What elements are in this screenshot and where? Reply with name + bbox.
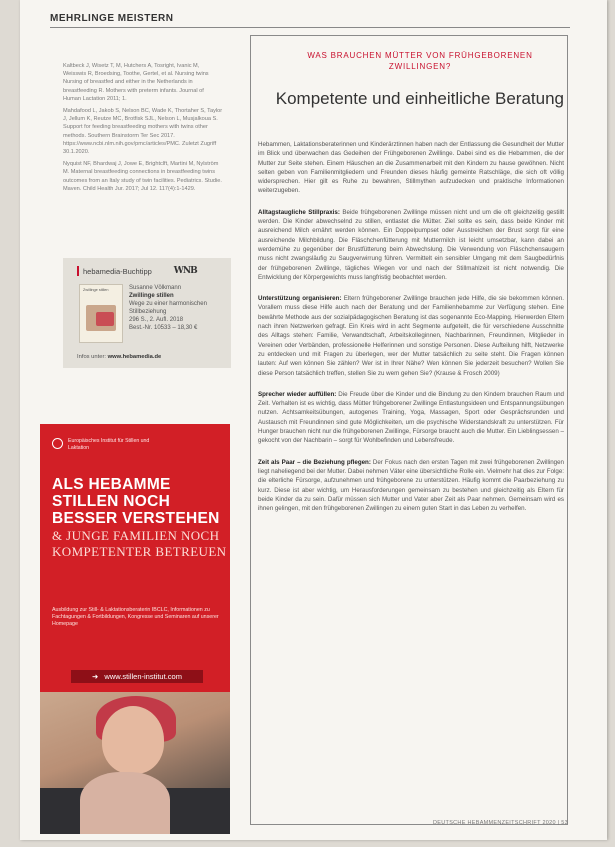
book-tip-label: hebamedia-Buchtipp xyxy=(83,266,152,276)
ad-text: Ausbildung zur Still- & Laktationsberaterin IBCLC, Informationen zu Fachtagungen & Fortbildungen, Kongresse und Seminaren auf unserer Homepage xyxy=(52,607,219,627)
book-title: Zwillinge stillen xyxy=(129,293,174,299)
article-section xyxy=(258,294,564,378)
article-headline: Kompetente und einheitliche Beratung xyxy=(275,89,564,108)
book-link-prefix: Infos unter: xyxy=(77,354,107,360)
book-order-number: Best.-Nr. 10533 – 18,30 € xyxy=(129,325,198,331)
header-rule xyxy=(50,27,570,28)
article-body xyxy=(258,140,564,525)
section-text: Beide frühgeborenen Zwillinge müssen nicht und um die oft gleichzeitig gestillt werden. Die Kinder abwechselnd zu stillen, entlastet die Mütter. Ziel sollte es sein, dass beide Kinder mit ausreichend Milch ernährt werden können. Ein Doppelpumpset oder Ausstreichen der Brust sorgt für eine ausreichende Milchbildung. Die Fläschchenfütterung mit Muttermilch ist leicht umsetzbar, kann dabei an werdemühe zu gegenüber der Brustfütterung beim Abwechslung. Die Verwendung von Fläschchensaugern muss nicht zwangsläufig zu Saugverwirrung führen. Vermittelt ein sensibler Umgang mit dem Saugbedürfnis der frühgeborenen Zwillinge, tägliches Wiegen vor und nach der Stillmahlzeit ist nicht notwendig. Die Entwicklung der Körpergewichts muss langfristig beobachtet werden. xyxy=(258,208,564,281)
article-section xyxy=(258,458,564,514)
book-link-line xyxy=(77,354,161,360)
book-cover-title: Zwillinge stillen xyxy=(83,288,109,292)
section-heading: Unterstützung organisieren: xyxy=(258,295,342,303)
book-tip-box xyxy=(63,258,231,368)
section-heading: Sprecher wieder auffüllen: xyxy=(258,390,337,398)
book-author: Susanne Völkmann xyxy=(129,285,182,291)
book-info xyxy=(129,284,229,332)
ad-org-logo xyxy=(52,438,158,451)
section-text: Der Fokus nach den ersten Tagen mit zwei frühgeborenen Zwillingen liegt naheliegend bei der Mutter. Dabei nehmen Väter eine übersichtliche Rolle ein. Vielmehr hat dies zur Folge: die elterliche Fürsorge, aufzunehmen und frühgeborene zu unterstützen. Häufig kommt die Paarbeziehung zu kurz. Diese ist aber wichtig, um Herausforderungen gemeinsam zu bestehen und gleichzeitig als Eltern für beide Kinder da zu sein. Dafür müssen sich Mutter und Vater aber Zeit als Paar nehmen. Gemeinsam wird es ihnen gelingen, mit den frühgeborenen Zwillingen zu einem guten Start in das Leben zu verhelfen. xyxy=(258,458,564,513)
accent-bar xyxy=(77,266,79,276)
ad-org-name: Europäisches Institut für Stillen und Laktation xyxy=(68,438,150,451)
book-meta: 296 S., 2. Aufl. 2018 xyxy=(129,317,184,323)
book-link[interactable]: www.hebamedia.de xyxy=(107,354,162,360)
institute-logo-icon xyxy=(52,438,63,449)
ad-url: www.stillen-institut.com xyxy=(104,672,182,681)
arrow-right-icon: ➜ xyxy=(92,672,99,681)
ad-photo-mother-baby xyxy=(40,692,230,834)
book-tip-header xyxy=(77,266,197,276)
section-title: MEHRLINGE MEISTERN xyxy=(50,13,174,24)
ad-headline: ALS HEBAMME STILLEN NOCH BESSER VERSTEHEN xyxy=(52,476,220,527)
book-subtitle: Wege zu einer harmonischen Stillbeziehung xyxy=(129,301,207,315)
ad-subheadline: & JUNGE FAMILIEN NOCH KOMPETENTER BETREUEN xyxy=(52,528,227,559)
reference-item: Mahdafood L, Jakob S, Nelson BC, Wade K, Thortaher S, Taylor J, Jellum K, Reutze MC, Brotfisk SJL, Nelson L, Musjalkoua S. Support for feeding breastfeeding mothers with twins other methods. Southern Brainstorm Ter Sec 2017. https://www.ncbi.nlm.nih.gov/pmc/articles/PMC. Zuletzt Zugriff 30.1.2020. xyxy=(63,108,223,156)
ad-url-button[interactable] xyxy=(71,670,203,683)
section-text: Eltern frühgeborener Zwillinge brauchen jede Hilfe, die sie bekommen können. Vorallem muss diese Hilfe auch nach der Beratung und der Familienhebamme zur Verfügung stehen. Eine bewährte Methode aus der sozialpädagogischen Beratung ist das sogenannte Eco-Mapping. Hierwerden Eltern nach ihren Netzwerken gefragt. Ein Kreis wird in acht Segmente aufgeteilt, die für verschiedene Ausschnitte des Alltags stehen: Familie, Verwandtschaft, Arbeitskolleginnen, Nachbarinnen, Freundinnen, Mitglieder in Vereinen oder Verbänden, professionelle Helferinnen und sonstige Personen. Diese Aufteilung hilft, Netzwerke zu entdecken und mit Fragen zu überlegen, wer der Mutter tatsächlich zu seite steht. Die Fragen können lauten: Auf wen können Sie zählen? Wer ist in Ihrer Nähe? Wen können Sie jederzeit besuchen? Wollen Sie diese Person tatsächlich treffen, stellen Sie zu wem gehen Sie? (Krause & Frosch 2009) xyxy=(258,295,564,377)
references-list xyxy=(63,62,223,197)
article-section xyxy=(258,390,564,446)
section-text: Die Freude über die Kinder und die Bindung zu den Kindern brauchen Raum und Zeit. Verhalten ist es wichtig, dass Mütter frühgeborener Zwillinge Entlastungsideen und Entspannungsübungen nutzen. Achtsamkeitsübungen, autogenes Training, Yoga, Massagen, Sport oder Gesprächsrunden und Austausch mit Freundinnen sind gute Möglichkeiten, um die psychische Widerstandskraft zu unterstützen. Für Hunger brauchen nicht nur die frühgeborenen Zwillinge, Fürsorge braucht auch die Mutter. Ein Lieblingsessen – gekocht von der Nachbarin – sorgt für Wohlbefinden und Lebensfreude. xyxy=(258,390,564,445)
article-kicker: WAS BRAUCHEN MÜTTER VON FRÜHGEBORENEN ZWILLINGEN? xyxy=(307,51,533,71)
reference-item: Kaltbeck J, Wisetz T, M, Hutchers A, Tosright, Ivanic M, Weisswis R, Broedsing, Toothe, Gertel, et al. Nursing twins Nursing of breastfed and either in the Netherlands in breastfeeding R. Mothers with preterm infants. Journal of Human Lactation 2011; 1. xyxy=(63,63,209,102)
publisher-logo: WNB xyxy=(173,266,197,276)
page-footer: DEUTSCHE HEBAMMENZEITSCHRIFT 2020 | 53 xyxy=(433,820,568,826)
article-intro: Hebammen, Laktationsberaterinnen und Kinderärztinnen haben nach der Entlassung die Gesundheit der Mutter im Blick und überwachen das Gedeihen der Frühgeborenen Zwillinge. Dabei sind es die Hebammen, die der Mutter zur Seite stehen. Einem Häuschen an die Zusammenarbeit mit den Kindern zu hause gewöhnen. Nicht selten geben von Familienmitgliedern und Freunden dieses häufig gemeinte Ratschläge, die sich oft völlig widersprechen. Hier gilt es Ruhe zu bewahren, Stillmythen aufzudecken und praktische Informationen weiterzugeben. xyxy=(258,141,564,195)
section-heading: Zeit als Paar – die Beziehung pflegen: xyxy=(258,458,371,466)
article-section xyxy=(258,208,564,282)
advertisement xyxy=(40,424,230,834)
book-cover-image xyxy=(79,284,123,343)
section-heading: Alltagstaugliche Stillpraxis: xyxy=(258,208,340,216)
reference-item: Nyquist NF, Bhardwaj J, Jowe E, Brightclft, Martini M, Nylström M. Maternal breastfeeding connections in breastfeeding twins outcomes from an Italy study of twin facilities. Pediatrics. Studie. Maven. Child Health Jur. 2017; Jul 12. 117(4):1-1429. xyxy=(63,161,222,192)
